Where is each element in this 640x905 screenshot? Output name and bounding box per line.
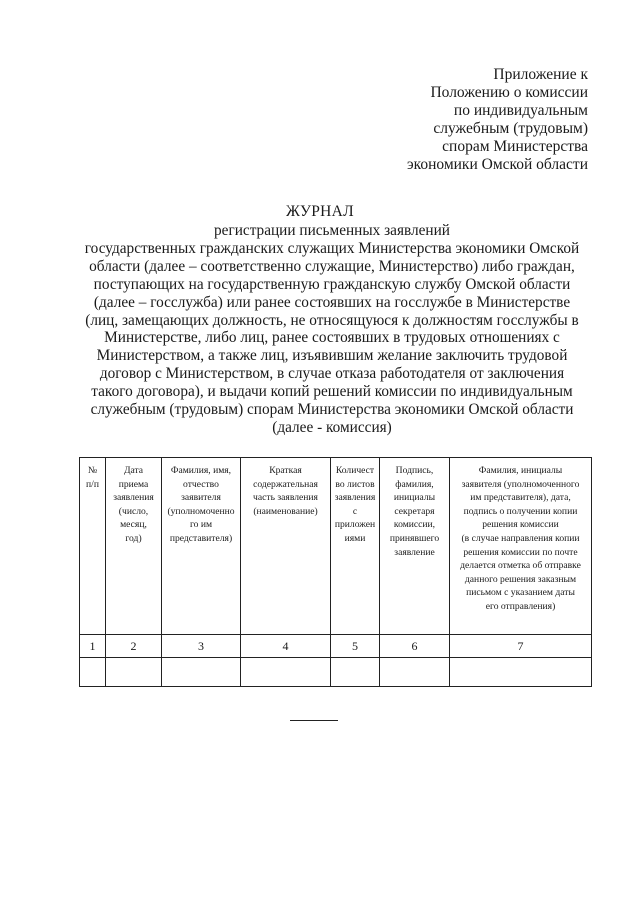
header-cell-date: [106, 458, 162, 635]
appendix-line: экономики Омской области: [406, 156, 588, 173]
separator-line: [290, 720, 338, 721]
table-header-row: [80, 458, 592, 635]
appendix-line: служебным (трудовым): [433, 120, 588, 137]
table-number-row: [80, 635, 592, 658]
header-label: Количест во листов заявления с приложен иями: [334, 465, 376, 544]
description-line: Министерством, а также лиц, изъявившим желание заключить трудовой: [96, 347, 568, 365]
header-label: Подпись, фамилия, инициалы секретаря комиссии, принявшего заявление: [389, 465, 440, 558]
empty-cell: [162, 658, 241, 687]
header-label: Краткая содержательная часть заявления (наименование): [253, 465, 318, 517]
column-number: 6: [380, 635, 450, 658]
empty-cell: [380, 658, 450, 687]
table-row: [80, 658, 592, 687]
column-number: 1: [80, 635, 106, 658]
column-number: 4: [241, 635, 331, 658]
empty-cell: [106, 658, 162, 687]
empty-cell: [80, 658, 106, 687]
header-cell-secretary: [380, 458, 450, 635]
appendix-line: по индивидуальным: [453, 102, 588, 119]
description-line: такого договора), и выдачи копий решений комиссии по индивидуальным: [91, 383, 573, 401]
empty-cell: [331, 658, 380, 687]
description-line: (далее – госслужба) или ранее состоявших на госслужбе в Министерстве: [93, 293, 571, 311]
appendix-line: спорам Министерства: [442, 138, 588, 155]
description-line: Министерстве, либо лиц, ранее состоявших в трудовых отношениях с: [104, 329, 560, 347]
header-label: Фамилия, имя, отчество заявителя (уполномоченно го им представителя): [167, 465, 235, 544]
document-description: [70, 222, 594, 437]
description-line: договор с Министерством, в случае отказа работодателя от заключения: [99, 365, 565, 383]
header-cell-sheet-count: [331, 458, 380, 635]
column-number: 5: [331, 635, 380, 658]
header-cell-applicant: [162, 458, 241, 635]
empty-cell: [450, 658, 592, 687]
document-title: ЖУРНАЛ: [286, 203, 354, 220]
header-cell-receipt: [450, 458, 592, 635]
column-number: 3: [162, 635, 241, 658]
column-number: 2: [106, 635, 162, 658]
description-line: служебным (трудовым) спорам Министерства экономики Омской области: [90, 401, 574, 419]
appendix-line: Приложение к: [493, 66, 588, 83]
description-line: регистрации письменных заявлений: [214, 222, 450, 239]
description-line: области (далее – соответственно служащие, Министерство) либо граждан,: [89, 257, 575, 275]
column-number: 7: [450, 635, 592, 658]
header-label: Дата приема заявления (число, месяц, год): [113, 465, 154, 544]
header-label: Фамилия, инициалы заявителя (уполномоченного им представителя), дата, подпись о получении копии решения комиссии (в случае направления копии решения комиссии по почте делается отметка об отправке данного решения заказным письмом с указанием даты его отправления): [460, 465, 581, 612]
appendix-line: Положению о комиссии: [430, 84, 588, 101]
journal-table: [79, 457, 592, 687]
header-cell-number: [80, 458, 106, 635]
description-line: (далее - комиссия): [272, 418, 392, 436]
description-line: государственных гражданских служащих Министерства экономики Омской: [84, 239, 580, 257]
appendix-note: [328, 66, 588, 174]
header-label: № п/п: [86, 465, 99, 490]
description-line: (лиц, замещающих должность, не относящуюся к должностям госслужбы в: [85, 311, 579, 329]
header-cell-summary: [241, 458, 331, 635]
description-line: поступающих на государственную гражданскую службу Омской области: [93, 275, 571, 293]
empty-cell: [241, 658, 331, 687]
